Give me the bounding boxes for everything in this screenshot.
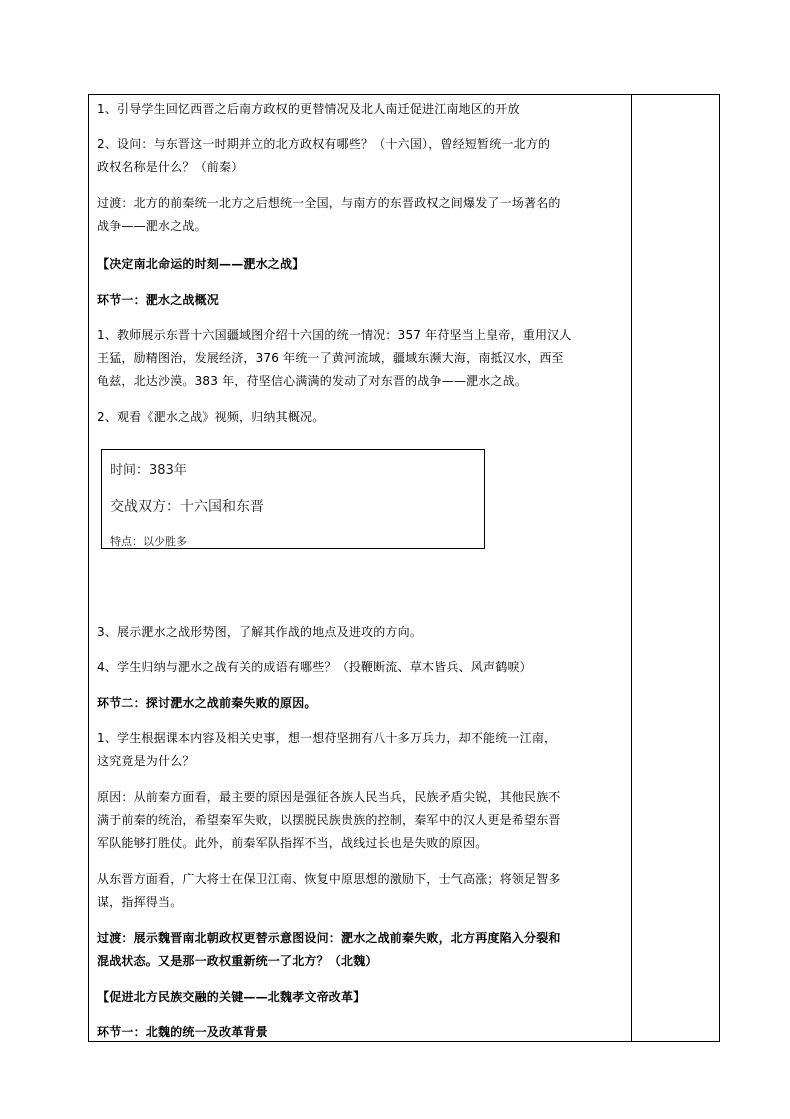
paragraph-transition2-line1: 过渡：展示魏晋南北朝政权更替示意图设问：淝水之战前秦失败，北方再度陷入分裂和 xyxy=(97,931,561,945)
paragraph-idioms: 4、学生归纳与淝水之战有关的成语有哪些？（投鞭断流、草木皆兵、风声鹤唳） xyxy=(97,660,532,674)
battle-summary-box xyxy=(101,449,485,549)
paragraph-video: 2、观看《淝水之战》视频，归纳其概况。 xyxy=(97,410,325,424)
stage-heading-2: 环节二：探讨淝水之战前秦失败的原因。 xyxy=(97,696,317,710)
stage-heading-1: 环节一：淝水之战概况 xyxy=(97,293,220,307)
stage-heading-reform-1: 环节一：北魏的统一及改革背景 xyxy=(97,1025,268,1039)
summary-feature: 特点：以少胜多 xyxy=(110,535,187,548)
column-divider xyxy=(631,95,632,1041)
lesson-table xyxy=(88,94,720,1042)
paragraph-teacher-line1: 1、教师展示东晋十六国疆域图介绍十六国的统一情况：357 年苻坚当上皇帝，重用汉人 xyxy=(97,328,572,342)
paragraph-transition2-line2: 混战状态。又是那一政权重新统一了北方？（北魏） xyxy=(97,954,378,968)
summary-time: 时间：383年 xyxy=(110,463,187,478)
paragraph-map: 3、展示淝水之战形势图，了解其作战的地点及进攻的方向。 xyxy=(97,625,423,639)
paragraph-eastjin-line2: 谋，指挥得当。 xyxy=(97,895,183,909)
summary-sides: 交战双方：十六国和东晋 xyxy=(110,499,264,515)
paragraph-teacher-line3: 龟兹，北达沙漠。383 年，苻坚信心满满的发动了对东晋的战争——淝水之战。 xyxy=(97,374,528,388)
paragraph-eastjin-line1: 从东晋方面看，广大将士在保卫江南、恢复中原思想的激励下，士气高涨；将领足智多 xyxy=(97,872,561,886)
paragraph-transition-line1: 过渡：北方的前秦统一北方之后想统一全国，与南方的东晋政权之间爆发了一场著名的 xyxy=(97,196,561,210)
paragraph-question-line1: 2、设问：与东晋这一时期并立的北方政权有哪些？（十六国），曾经短暂统一北方的 xyxy=(97,137,551,151)
paragraph-reason-line1: 原因：从前秦方面看，最主要的原因是强征各族人民当兵，民族矛盾尖锐，其他民族不 xyxy=(97,790,561,804)
section-heading-reform: 【促进北方民族交融的关键——北魏孝文帝改革】 xyxy=(97,990,366,1004)
section-heading-feishui: 【决定南北命运的时刻——淝水之战】 xyxy=(97,257,305,271)
paragraph-review: 1、引导学生回忆西晋之后南方政权的更替情况及北人南迁促进江南地区的开放 xyxy=(97,102,520,116)
paragraph-reason-line2: 满于前秦的统治，希望秦军失败，以摆脱民族贵族的控制，秦军中的汉人更是希望东晋 xyxy=(97,813,561,827)
paragraph-teacher-line2: 王猛，励精图治，发展经济，376 年统一了黄河流域，疆域东濒大海，南抵汉水，西至 xyxy=(97,351,564,365)
paragraph-transition-line2: 战争——淝水之战。 xyxy=(97,219,207,233)
paragraph-student-line1: 1、学生根据课本内容及相关史事，想一想苻坚拥有八十多万兵力，却不能统一江南， xyxy=(97,731,557,745)
paragraph-reason-line3: 军队能够打胜仗。此外，前秦军队指挥不当，战线过长也是失败的原因。 xyxy=(97,836,488,850)
paragraph-student-line2: 这究竟是为什么？ xyxy=(97,754,195,768)
paragraph-question-line2: 政权名称是什么？（前秦） xyxy=(97,160,244,174)
